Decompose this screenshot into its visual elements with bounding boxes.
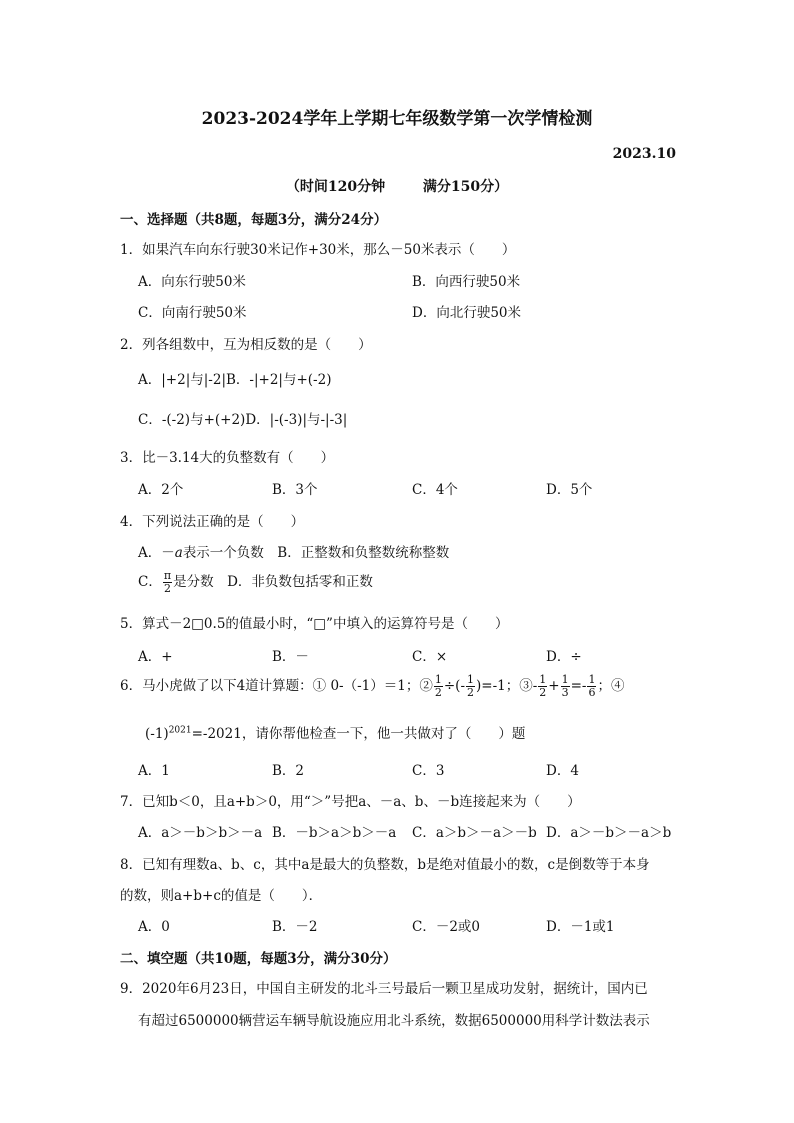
exam-date: 2023.10 xyxy=(612,146,676,162)
q8-option-b: B．－2 xyxy=(272,919,318,935)
q6-frac-2-num: 1 xyxy=(467,673,474,686)
q6-frac-4-den: 3 xyxy=(561,686,569,699)
q6-frac-1 xyxy=(434,674,443,699)
q4-pi-numerator: π xyxy=(163,569,172,582)
page-title: 2023-2024学年上学期七年级数学第一次学情检测 xyxy=(201,109,593,129)
q6-frac-5-den: 6 xyxy=(588,686,596,699)
q2-options-cd: C．-(-2)与+(+2)D．|-(-3)|与-|-3| xyxy=(138,412,348,428)
q6-eq: =- xyxy=(570,678,587,694)
q4-pi-denominator: 2 xyxy=(163,582,171,595)
question-6-line2 xyxy=(145,722,525,742)
question-4: 4．下列说法正确的是（ ） xyxy=(120,514,305,530)
q5-option-c: C．× xyxy=(412,649,448,665)
section-heading-choice: 一、选择题（共8题，每题3分，满分24分） xyxy=(120,212,388,228)
q6-frac-4 xyxy=(561,674,570,699)
q6-exponent: 2021 xyxy=(168,725,192,736)
q6-part2: )=-1；③- xyxy=(476,678,538,694)
question-8-line2: 的数，则a+b+c的值是（ ）． xyxy=(120,888,323,904)
q7-option-d: D．a＞－b＞－a＞b xyxy=(546,825,672,841)
q8-option-a: A．0 xyxy=(138,919,170,935)
q6-frac-1-num: 1 xyxy=(434,673,442,686)
q6-frac-5-num: 1 xyxy=(588,673,596,686)
q4-ab-text: 表示一个负数 B．正整数和负整数统称整数 xyxy=(182,545,450,561)
question-3: 3．比－3.14大的负整数有（ ） xyxy=(120,450,335,466)
question-6-line1 xyxy=(120,674,624,699)
time-info: （时间120分钟 xyxy=(285,179,386,195)
q5-option-b: B．－ xyxy=(272,649,309,665)
section-heading-fill: 二、填空题（共10题，每题3分，满分30分） xyxy=(120,951,397,967)
q3-option-d: D．5个 xyxy=(546,482,593,498)
q3-option-b: B．3个 xyxy=(272,482,318,498)
question-5: 5．算式－2□0.5的值最小时，“□”中填入的运算符号是（ ） xyxy=(120,616,509,632)
q6-option-b: B．2 xyxy=(272,763,305,779)
question-1: 1．如果汽车向东行驶30米记作+30米，那么－50米表示（ ） xyxy=(120,242,516,258)
q6-option-d: D．4 xyxy=(546,763,579,779)
q1-option-c: C．向南行驶50米 xyxy=(138,305,247,321)
exam-info xyxy=(0,176,794,196)
q4-options-cd xyxy=(138,570,373,595)
q4-a-prefix: A．－ xyxy=(138,545,175,561)
q6-frac-3-num: 1 xyxy=(539,673,547,686)
q6-end: ；④ xyxy=(597,678,625,694)
q7-option-c: C．a＞b＞－a＞－b xyxy=(412,825,537,841)
q6-base: (-1) xyxy=(145,726,169,742)
q5-option-a: A．+ xyxy=(138,649,173,665)
question-7: 7．已知b＜0，且a+b＞0，用“＞”号把a、－a、b、－b连接起来为（ ） xyxy=(120,794,581,810)
q6-frac-5 xyxy=(587,674,596,699)
q4-a-var: a xyxy=(174,545,183,561)
q6-option-a: A．1 xyxy=(138,763,170,779)
q4-options-ab xyxy=(138,541,449,561)
q1-option-a: A．向东行驶50米 xyxy=(138,274,246,290)
q6-div: ÷(- xyxy=(443,678,465,694)
question-9-line1: 9．2020年6月23日，中国自主研发的北斗三号最后一颗卫星成功发射，据统计，国内已 xyxy=(120,981,648,997)
q6-frac-1-den: 2 xyxy=(434,686,442,699)
question-2: 2．列各组数中，互为相反数的是（ ） xyxy=(120,337,372,353)
q3-option-a: A．2个 xyxy=(138,482,184,498)
q6-line2-text: =-2021，请你帮他检查一下，他一共做对了（ ）题 xyxy=(191,726,526,742)
q8-option-c: C．－2或0 xyxy=(412,919,481,935)
q6-frac-3-den: 2 xyxy=(539,686,547,699)
q7-option-a: A．a＞－b＞b＞－a xyxy=(138,825,263,841)
q2-options-ab: A．|+2|与|-2|B．-|+2|与+(-2) xyxy=(138,372,332,388)
q5-option-d: D．÷ xyxy=(546,649,582,665)
q4-pi-fraction xyxy=(163,570,172,595)
q6-frac-4-num: 1 xyxy=(561,673,569,686)
q7-option-b: B．－b＞a＞b＞－a xyxy=(272,825,397,841)
q6-intro: 6．马小虎做了以下4道计算题：① 0-（-1）＝1；② xyxy=(120,678,433,694)
q1-option-d: D．向北行驶50米 xyxy=(412,305,522,321)
question-9-line2: 有超过6500000辆营运车辆导航设施应用北斗系统，数据6500000用科学计数法表示 xyxy=(138,1013,650,1029)
q6-plus: + xyxy=(548,678,560,694)
q6-frac-3 xyxy=(538,674,547,699)
q1-option-b: B．向西行驶50米 xyxy=(412,274,521,290)
q4-c-prefix: C． xyxy=(138,574,162,590)
q3-option-c: C．4个 xyxy=(412,482,458,498)
q6-frac-2 xyxy=(466,674,475,699)
q6-frac-2-den: 2 xyxy=(467,686,474,699)
question-8-line1: 8．已知有理数a、b、c，其中a是最大的负整数，b是绝对值最小的数，c是倒数等于本身 xyxy=(120,857,650,873)
q4-cd-text: 是分数 D．非负数包括零和正数 xyxy=(173,574,373,590)
score-info: 满分150分） xyxy=(422,179,509,195)
q8-option-d: D．－1或1 xyxy=(546,919,615,935)
q6-option-c: C．3 xyxy=(412,763,445,779)
